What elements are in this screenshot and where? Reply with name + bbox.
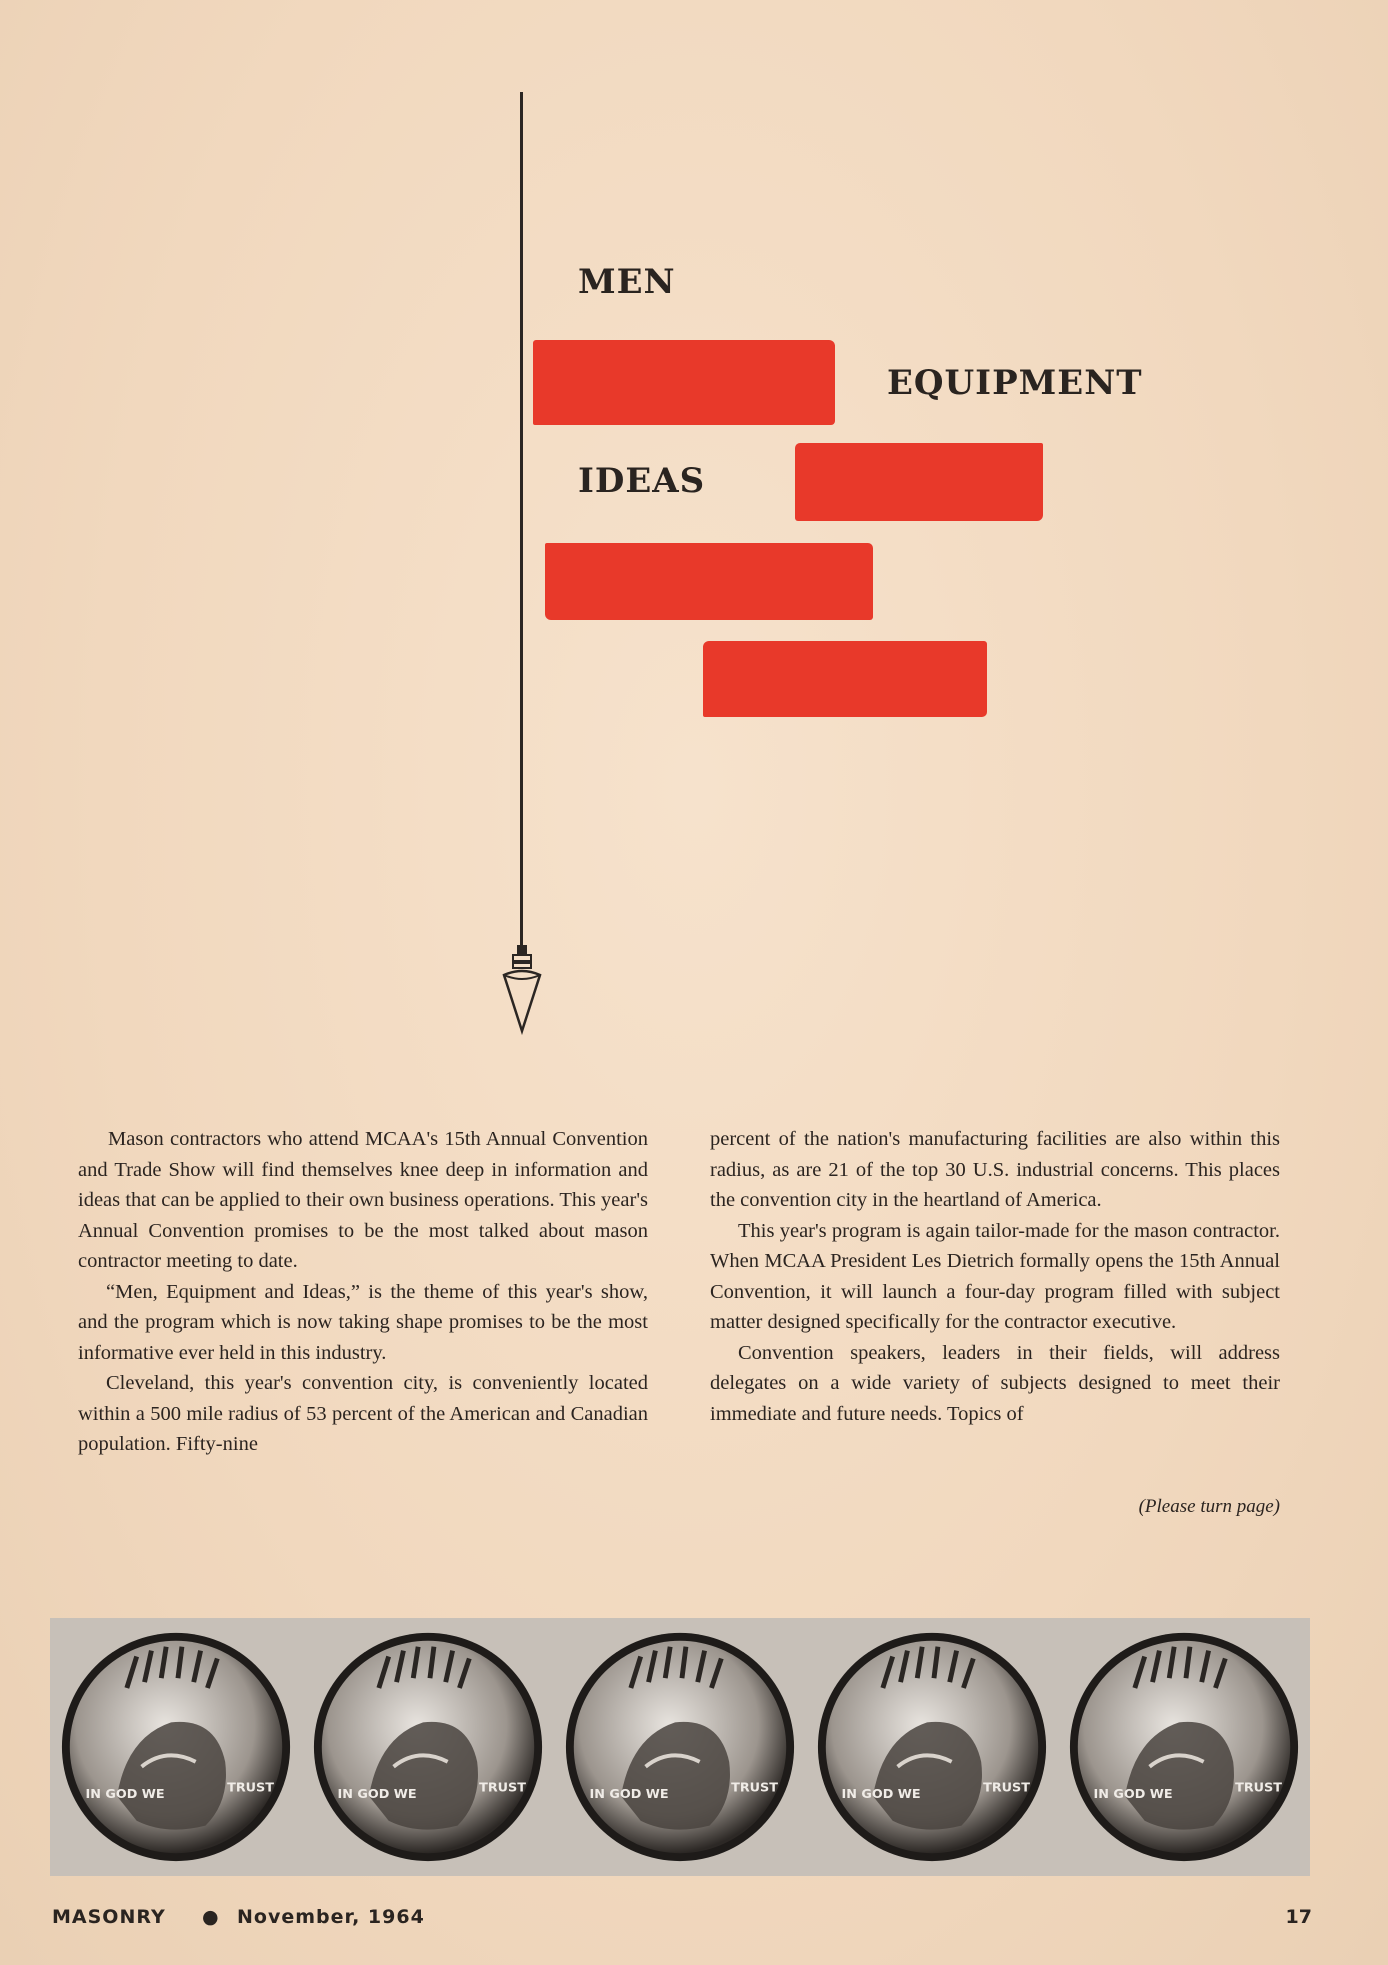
red-brush-block <box>533 340 835 425</box>
coin-inscription: IN GOD WE <box>337 1787 417 1803</box>
coin-inscription: TRUST <box>983 1780 1030 1796</box>
paragraph: Mason contractors who attend MCAA's 15th Annual Convention and Trade Show will find themselves knee deep in information and ideas that can be applied to their own business operations. This year's Annual Convention promises to be the most talked about mason contractor meeting to date. <box>78 1128 648 1272</box>
red-brush-block <box>545 543 873 620</box>
peace-dollar-coin-icon <box>310 1629 546 1865</box>
headline-men: MEN <box>578 262 676 302</box>
paragraph: Cleveland, this year's convention city, is conveniently located within a 500 mile radius of 53 percent of the American and Canadian population. Fifty-nine <box>78 1372 648 1455</box>
coin-inscription: TRUST <box>227 1780 274 1796</box>
coin-inscription: IN GOD WE <box>1093 1787 1173 1803</box>
paragraph: “Men, Equipment and Ideas,” is the theme of this year's show, and the program which is now taking shape promises to be the most informative ever held in this industry. <box>78 1280 648 1364</box>
coin-inscription: IN GOD WE <box>589 1787 669 1803</box>
coin-inscription: TRUST <box>479 1780 526 1796</box>
bullet-icon: ● <box>202 1906 219 1928</box>
continuation-note: (Please turn page) <box>1138 1496 1280 1517</box>
article-right-column <box>710 1124 1280 1429</box>
page-footer <box>52 1906 1312 1936</box>
publication-name: MASONRY <box>52 1906 166 1928</box>
issue-date: November, 1964 <box>237 1906 425 1928</box>
coin-strip <box>50 1618 1310 1876</box>
plumb-line <box>520 92 523 952</box>
peace-dollar-coin-icon <box>1066 1629 1302 1865</box>
peace-dollar-coin-icon <box>58 1629 294 1865</box>
paragraph: This year's program is again tailor-made for the mason contractor. When MCAA President Les Dietrich formally opens the 15th Annual Convention, it will launch a four-day program filled with subject matter designed specifically for the contractor executive. <box>710 1219 1280 1333</box>
red-brush-block <box>703 641 987 717</box>
red-brush-block <box>795 443 1043 521</box>
peace-dollar-coin-icon <box>814 1629 1050 1865</box>
coin-inscription: TRUST <box>1235 1780 1282 1796</box>
page-number: 17 <box>1285 1906 1312 1928</box>
peace-dollar-coin-icon <box>562 1629 798 1865</box>
coin-inscription: TRUST <box>731 1780 778 1796</box>
headline-ideas: IDEAS <box>578 461 706 501</box>
coin-inscription: IN GOD WE <box>85 1787 165 1803</box>
paragraph: percent of the nation's manufacturing facilities are also within this radius, as are 21 of the top 30 U.S. industrial concerns. This places the convention city in the heartland of America. <box>710 1128 1280 1211</box>
paragraph: Convention speakers, leaders in their fields, will address delegates on a wide variety of subjects designed to meet their immediate and future needs. Topics of <box>710 1341 1280 1425</box>
article-left-column <box>78 1124 648 1460</box>
headline-equipment: EQUIPMENT <box>887 363 1143 403</box>
coin-inscription: IN GOD WE <box>841 1787 921 1803</box>
plumb-bob-icon <box>500 945 544 1035</box>
